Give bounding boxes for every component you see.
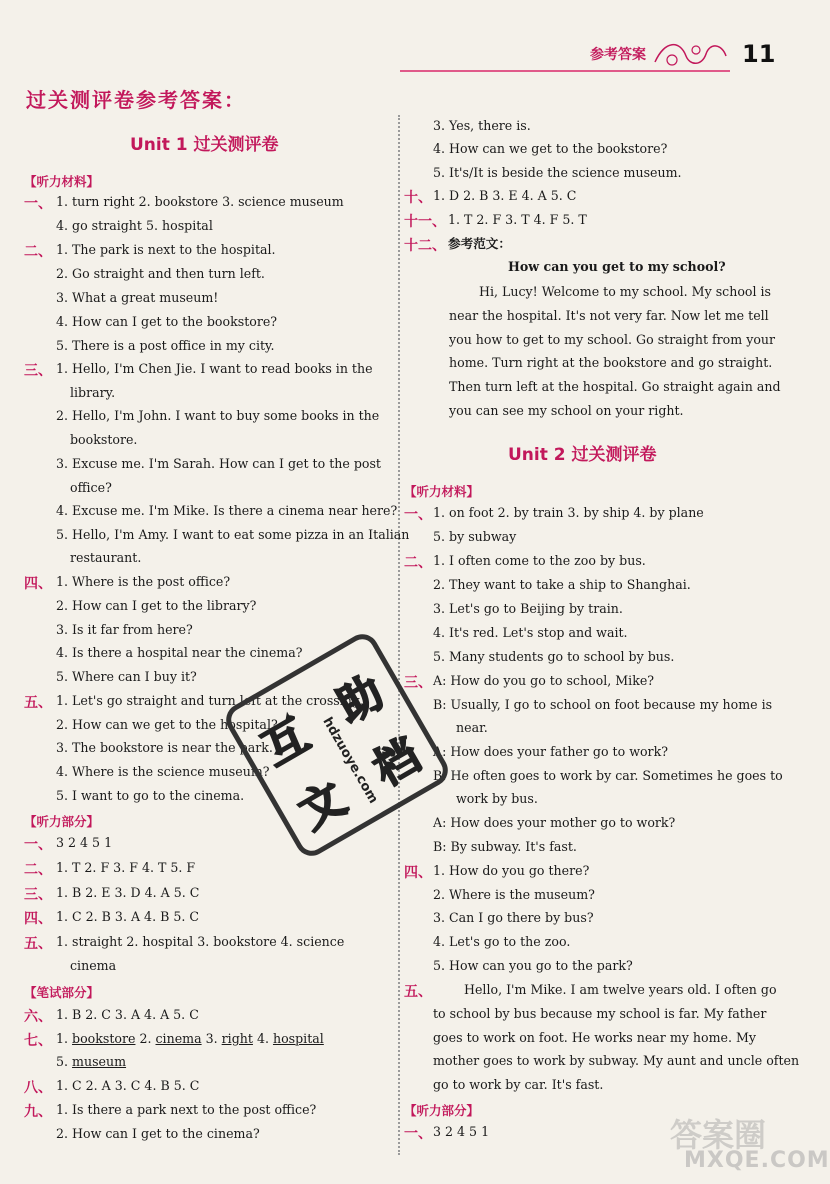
- item-numeral: 四、: [404, 865, 432, 881]
- answer-line: 2. How can we get to the hospital?: [56, 717, 278, 732]
- item-numeral: 四、: [24, 576, 52, 592]
- answer-line: 3. Is it far from here?: [56, 622, 193, 637]
- answer-line: office?: [70, 480, 112, 495]
- item-numeral: 十一、: [404, 214, 446, 230]
- answer-line: 4. How can we get to the bookstore?: [433, 141, 668, 156]
- item-numeral: 一、: [404, 507, 432, 523]
- passage-line: go to work by car. It's fast.: [433, 1077, 604, 1092]
- answer-line: 5. How can you go to the park?: [433, 958, 633, 973]
- answer-line: 1. T 2. F 3. T 4. F 5. T: [448, 212, 587, 227]
- dialogue-line: near.: [456, 720, 488, 735]
- item-numeral: 五、: [24, 695, 52, 711]
- answer-line: 1. C 2. B 3. A 4. B 5. C: [56, 909, 199, 924]
- dialogue-line: work by bus.: [456, 791, 538, 806]
- answer-line: 4. Let's go to the zoo.: [433, 934, 571, 949]
- answer-line: 3. What a great museum!: [56, 290, 219, 305]
- answer-line: 1. How do you go there?: [433, 863, 590, 878]
- page-number: 11: [742, 40, 776, 68]
- answer-line: 1. bookstore 2. cinema 3. right 4. hospital: [56, 1031, 324, 1046]
- answer-line: bookstore.: [70, 432, 138, 447]
- blank-answer: cinema: [155, 1031, 202, 1046]
- answer-line: 1. D 2. B 3. E 4. A 5. C: [433, 188, 577, 203]
- answer-line: 2. Where is the museum?: [433, 887, 595, 902]
- essay-title: How can you get to my school?: [508, 259, 726, 274]
- item-numeral: 十、: [404, 190, 432, 206]
- stamp-char: 助: [328, 666, 393, 733]
- dialogue-line: B: By subway. It's fast.: [433, 839, 577, 854]
- item-numeral: 五、: [24, 936, 52, 952]
- blank-answer: museum: [72, 1054, 127, 1069]
- essay-line: you can see my school on your right.: [449, 403, 684, 418]
- decorative-swirl-icon: [650, 36, 730, 70]
- answer-line: 5. by subway: [433, 529, 517, 544]
- answer-line: 5. Many students go to school by bus.: [433, 649, 675, 664]
- answer-line: 2. How can I get to the library?: [56, 598, 257, 613]
- item-numeral: 三、: [24, 887, 52, 903]
- answer-line: 1. on foot 2. by train 3. by ship 4. by plane: [433, 505, 704, 520]
- watermark-stamp-icon: [232, 640, 442, 850]
- answer-line: 3 2 4 5 1: [56, 835, 113, 850]
- page-title: 过关测评卷参考答案：: [26, 88, 246, 112]
- blank-answer: bookstore: [72, 1031, 136, 1046]
- answer-line: 5. It's/It is beside the science museum.: [433, 165, 682, 180]
- item-numeral: 一、: [24, 837, 52, 853]
- section-label: 【听力材料】: [404, 484, 480, 499]
- section-label: 【听力材料】: [24, 174, 100, 189]
- answer-line: 5. Hello, I'm Amy. I want to eat some pizza in an Italian: [56, 527, 410, 542]
- answer-line: 2. Hello, I'm John. I want to buy some books in the: [56, 408, 380, 423]
- item-numeral: 三、: [404, 675, 432, 691]
- answer-line: 3. The bookstore is near the park.: [56, 740, 273, 755]
- blank-answer: right: [221, 1031, 253, 1046]
- sample-essay-label: 参考范文：: [448, 236, 511, 251]
- answer-line: 3. Excuse me. I'm Sarah. How can I get to the post: [56, 456, 381, 471]
- header-rule: [400, 70, 730, 72]
- answer-line: 1. B 2. C 3. A 4. A 5. C: [56, 1007, 199, 1022]
- stamp-url: hdzuoye.com: [319, 714, 381, 807]
- answer-line: 2. They want to take a ship to Shanghai.: [433, 577, 691, 592]
- answer-line: 1. Let's go straight and turn left at the crossing.: [56, 693, 364, 708]
- section-label: 【听力部分】: [24, 814, 100, 829]
- item-numeral: 四、: [24, 911, 52, 927]
- answer-line: 1. Is there a park next to the post office?: [56, 1102, 317, 1117]
- stamp-char: 文: [290, 772, 355, 839]
- answer-line: 1. turn right 2. bookstore 3. science museum: [56, 194, 344, 209]
- answer-line: 1. T 2. F 3. F 4. T 5. F: [56, 860, 196, 875]
- unit1-title: Unit 1 过关测评卷: [130, 135, 279, 155]
- page-header: [0, 0, 810, 74]
- item-numeral: 七、: [24, 1033, 52, 1049]
- column-divider: [398, 115, 400, 1155]
- item-numeral: 一、: [404, 1126, 432, 1142]
- answer-line: 1. I often come to the zoo by bus.: [433, 553, 646, 568]
- item-numeral: 九、: [24, 1104, 52, 1120]
- item-numeral: 二、: [24, 244, 52, 260]
- watermark-url: MXQE.COM: [684, 1148, 830, 1173]
- essay-line: Then turn left at the hospital. Go straight again and: [449, 379, 781, 394]
- answer-line: 2. Go straight and then turn left.: [56, 266, 265, 281]
- item-numeral: 一、: [24, 196, 52, 212]
- answer-line: 4. Is there a hospital near the cinema?: [56, 645, 303, 660]
- section-label: 【听力部分】: [404, 1103, 480, 1118]
- answer-line: 4. It's red. Let's stop and wait.: [433, 625, 628, 640]
- passage-line: Hello, I'm Mike. I am twelve years old. I often go: [464, 982, 777, 997]
- section-label: 【笔试部分】: [24, 985, 100, 1000]
- essay-line: you how to get to my school. Go straight from your: [449, 332, 776, 347]
- item-numeral: 三、: [24, 363, 52, 379]
- answer-line: 5. There is a post office in my city.: [56, 338, 275, 353]
- answer-line: 1. Hello, I'm Chen Jie. I want to read books in the: [56, 361, 373, 376]
- item-numeral: 二、: [24, 862, 52, 878]
- answer-line: library.: [70, 385, 116, 400]
- answer-line: cinema: [70, 958, 117, 973]
- essay-line: near the hospital. It's not very far. Now let me tell: [449, 308, 769, 323]
- answer-line: 3. Yes, there is.: [433, 118, 531, 133]
- passage-line: to school by bus because my school is far. My father: [433, 1006, 767, 1021]
- watermark-site: 答案圈: [670, 1116, 767, 1154]
- answer-line: 3. Let's go to Beijing by train.: [433, 601, 623, 616]
- answer-line: 1. C 2. A 3. C 4. B 5. C: [56, 1078, 200, 1093]
- passage-line: mother goes to work by subway. My aunt and uncle often: [433, 1053, 800, 1068]
- answer-line: 5. Where can I buy it?: [56, 669, 197, 684]
- answer-line: restaurant.: [70, 550, 142, 565]
- header-label: 参考答案: [590, 47, 646, 63]
- answer-line: 1. B 2. E 3. D 4. A 5. C: [56, 885, 200, 900]
- blank-answer: hospital: [272, 1031, 324, 1046]
- dialogue-line: B: He often goes to work by car. Sometimes he goes to: [433, 768, 783, 783]
- item-numeral: 二、: [404, 555, 432, 571]
- dialogue-line: B: Usually, I go to school on foot because my home is: [433, 697, 773, 712]
- answer-line: 4. Excuse me. I'm Mike. Is there a cinema near here?: [56, 503, 398, 518]
- answer-line: 3. Can I go there by bus?: [433, 910, 594, 925]
- answer-line: 1. Where is the post office?: [56, 574, 231, 589]
- unit2-title: Unit 2 过关测评卷: [508, 445, 657, 465]
- item-numeral: 六、: [24, 1009, 52, 1025]
- item-numeral: 十二、: [404, 238, 446, 254]
- answer-line: 5. museum: [56, 1054, 127, 1069]
- answer-line: 4. Where is the science museum?: [56, 764, 270, 779]
- answer-line: 2. How can I get to the cinema?: [56, 1126, 260, 1141]
- answer-line: 1. straight 2. hospital 3. bookstore 4. science: [56, 934, 345, 949]
- stamp-char: 互: [254, 709, 318, 776]
- answer-line: 4. go straight 5. hospital: [56, 218, 213, 233]
- dialogue-line: A: How do you go to school, Mike?: [433, 673, 655, 688]
- essay-line: home. Turn right at the bookstore and go straight.: [449, 355, 773, 370]
- passage-line: goes to work on foot. He works near my home. My: [433, 1030, 756, 1045]
- stamp-char: 档: [365, 729, 429, 796]
- answer-line: 4. How can I get to the bookstore?: [56, 314, 278, 329]
- item-numeral: 五、: [404, 984, 432, 1000]
- dialogue-line: A: How does your mother go to work?: [433, 815, 676, 830]
- dialogue-line: A: How does your father go to work?: [433, 744, 668, 759]
- answer-line: 3 2 4 5 1: [433, 1124, 490, 1139]
- answer-line: 5. I want to go to the cinema.: [56, 788, 245, 803]
- answer-line: 1. The park is next to the hospital.: [56, 242, 276, 257]
- item-numeral: 八、: [24, 1080, 52, 1096]
- essay-line: Hi, Lucy! Welcome to my school. My school is: [479, 284, 772, 299]
